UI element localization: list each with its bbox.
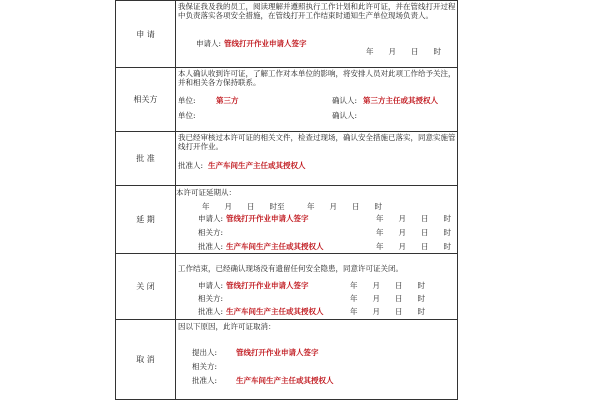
section-apply xyxy=(115,0,458,68)
apply-applicant-signature: 管线打开作业申请人签字 xyxy=(224,39,307,48)
related-confirm-label-2: 确认人: xyxy=(332,111,358,120)
approve-approver-signature: 生产车间生产主任或其授权人 xyxy=(208,161,306,170)
related-unit-label-1: 单位: xyxy=(178,96,196,105)
cancel-submitter-label: 提出人: xyxy=(192,348,218,357)
related-unit-label-2: 单位: xyxy=(178,111,196,120)
extend-approver-date: 年 月 日 时 xyxy=(376,242,451,251)
related-confirm-value-1: 第三方主任或其授权人 xyxy=(363,96,438,105)
extend-period-line: 年 月 日 时至 年 月 日 时 xyxy=(202,202,382,211)
extend-approver-signature: 生产车间生产主任或其授权人 xyxy=(226,242,324,251)
extend-period-label: 本许可证延期从： xyxy=(176,188,236,197)
close-statement: 工作结束，已经确认现场没有遗留任何安全隐患，同意许可证关闭。 xyxy=(178,264,403,273)
cancel-submitter-signature: 管线打开作业申请人签字 xyxy=(236,348,319,357)
extend-related-date: 年 月 日 时 xyxy=(376,228,451,237)
permit-form xyxy=(115,0,458,400)
cancel-approver-signature: 生产车间生产主任或其授权人 xyxy=(236,376,334,385)
approve-approver-label: 批准人: xyxy=(178,161,204,170)
apply-statement: 我保证我及我的员工，阅读理解并遵照执行工作计划和此许可证，并在管线打开过程中负责落实各项安全措施，在管线打开工作结束时通知生产单位现场负责人。 xyxy=(178,2,456,20)
section-extend-label: 延 期 xyxy=(116,186,176,253)
section-related-label: 相关方 xyxy=(116,68,176,131)
close-approver-label: 批准人: xyxy=(198,307,224,316)
extend-approver-label: 批准人: xyxy=(198,242,224,251)
close-approver-date: 年 月 日 时 xyxy=(350,307,425,316)
section-cancel-label: 取 消 xyxy=(116,320,176,399)
close-applicant-date: 年 月 日 时 xyxy=(350,281,425,290)
section-approve-label: 批 准 xyxy=(116,132,176,185)
related-unit-value-1: 第三方 xyxy=(216,96,239,105)
cancel-statement: 因以下原因，此许可证取消： xyxy=(178,322,276,331)
close-applicant-signature: 管线打开作业申请人签字 xyxy=(226,281,309,290)
approve-statement: 我已经审核过本许可证的相关文件，检查过现场，确认安全措施已落实，同意实施管线打开作业。 xyxy=(178,133,456,151)
close-approver-signature: 生产车间生产主任或其授权人 xyxy=(226,307,324,316)
extend-applicant-signature: 管线打开作业申请人签字 xyxy=(226,214,309,223)
cancel-related-label: 相关方: xyxy=(192,362,218,371)
section-approve xyxy=(115,132,458,186)
cancel-approver-label: 批准人: xyxy=(192,376,218,385)
close-applicant-label: 申请人: xyxy=(198,281,224,290)
section-cancel xyxy=(115,320,458,400)
extend-related-label: 相关方: xyxy=(198,228,224,237)
apply-date: 年 月 日 时 xyxy=(366,47,441,56)
extend-applicant-label: 申请人: xyxy=(198,214,224,223)
section-related xyxy=(115,68,458,132)
section-close xyxy=(115,254,458,320)
apply-applicant-label: 申请人: xyxy=(196,39,222,48)
related-statement: 本人确认收到许可证，了解工作对本单位的影响，将安排人员对此项工作给予关注，并和相关各方保持联系。 xyxy=(178,69,456,87)
close-related-label: 相关方: xyxy=(198,294,224,303)
section-extend xyxy=(115,186,458,254)
close-related-date: 年 月 日 时 xyxy=(350,294,425,303)
related-confirm-label-1: 确认人: xyxy=(332,96,358,105)
section-apply-label: 申 请 xyxy=(116,1,176,67)
extend-applicant-date: 年 月 日 时 xyxy=(376,214,451,223)
section-close-label: 关 闭 xyxy=(116,254,176,319)
